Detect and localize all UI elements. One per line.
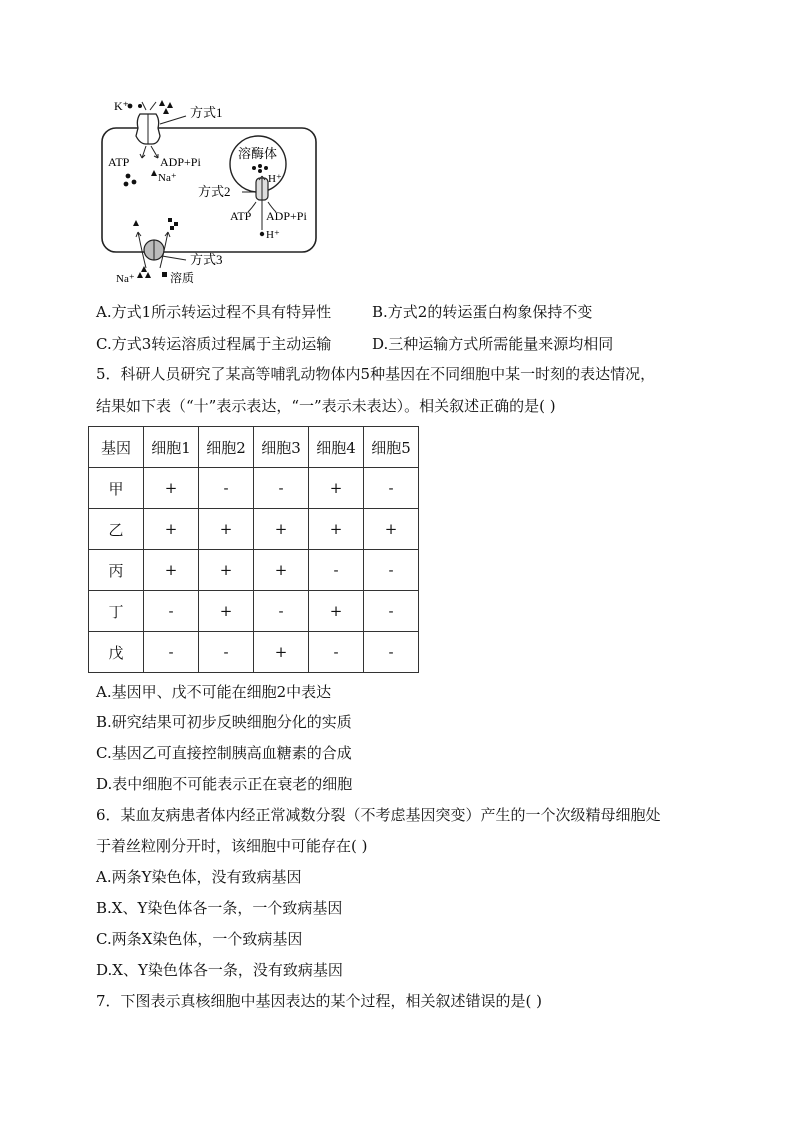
q5-option-c: C.基因乙可直接控制胰高血糖素的合成 [96,744,352,762]
na-ion-triangle [151,170,157,176]
q6-stem-line1: 6．某血友病患者体内经正常减数分裂（不考虑基因突变）产生的一个次级精母细胞处 [96,806,661,824]
table-cell: 乙 [89,509,144,550]
q6-option-d: D.X、Y染色体各一条，没有致病基因 [96,961,343,979]
mode1-transporter [136,102,160,158]
na-ion-triangle [163,108,169,114]
h-plus-top-label: H⁺ [268,173,282,185]
q5-option-b: B.研究结果可初步反映细胞分化的实质 [96,713,352,731]
solute-square [174,222,178,226]
table-cell: + [199,550,254,591]
table-header-cell: 细胞5 [364,427,419,468]
atp-right-label: ATP [230,209,252,223]
h-plus-bottom-label: H⁺ [266,229,280,241]
h-ion-dot [258,169,262,173]
q4-option-c: C.方式3转运溶质过程属于主动运输 [96,335,332,353]
table-cell: + [364,509,419,550]
table-cell: + [309,591,364,632]
table-cell: + [254,509,309,550]
q5-stem-line2: 结果如下表（“十”表示表达，“一”表示未表达）。相关叙述正确的是( ) [96,397,556,415]
q5-option-a: A.基因甲、戊不可能在细胞2中表达 [96,683,332,701]
mode2-label: 方式2 [198,184,231,199]
adp-right-label: ADP+Pi [266,209,307,223]
table-cell: - [144,632,199,673]
q6-option-a: A.两条Y染色体，没有致病基因 [96,868,302,886]
table-cell: - [364,591,419,632]
k-ion-dot [126,174,131,179]
na-ion-triangle [145,272,151,278]
table-header-cell: 细胞3 [254,427,309,468]
na-plus-inner-label: Na⁺ [158,172,177,184]
table-cell: + [144,468,199,509]
solute-square [162,272,167,277]
lysosome-label: 溶酶体 [238,146,278,161]
table-cell: 戊 [89,632,144,673]
table-cell: - [199,632,254,673]
table-cell: - [254,468,309,509]
table-cell: + [199,509,254,550]
table-header-row [89,427,419,468]
q6-stem-line2: 于着丝粒刚分开时，该细胞中可能存在( ) [96,837,368,855]
na-ion-triangle [137,272,143,278]
atp-left-label: ATP [108,155,130,169]
na-plus-outer-label: Na⁺ [116,273,135,285]
na-ion-triangle [159,100,165,106]
table-cell: + [144,509,199,550]
table-cell: + [309,468,364,509]
k-plus-label: K⁺ [114,99,129,113]
q5-stem-line1: 5．科研人员研究了某高等哺乳动物体内5种基因在不同细胞中某一时刻的表达情况， [96,365,656,383]
q6-option-b: B.X、Y染色体各一条，一个致病基因 [96,899,343,917]
transport-diagram-svg [96,92,336,292]
table-cell: - [309,550,364,591]
q6-option-c: C.两条X染色体，一个致病基因 [96,930,303,948]
solute-label: 溶质 [170,271,195,285]
transport-diagram [96,92,336,292]
table-cell: + [254,550,309,591]
gene-expression-table [88,426,419,673]
adp-left-label: ADP+Pi [160,155,201,169]
q4-option-a: A.方式1所示转运过程不具有特异性 [96,303,332,321]
table-cell: + [144,550,199,591]
table-cell: - [364,632,419,673]
table-cell: - [364,550,419,591]
k-ion-dot [138,104,142,108]
table-header-cell: 细胞2 [199,427,254,468]
table-cell: + [199,591,254,632]
mode1-pointer [160,116,186,124]
solute-square [170,226,174,230]
table-header-cell: 细胞1 [144,427,199,468]
table-cell: - [309,632,364,673]
k-ion-dot [132,180,137,185]
table-cell: + [254,632,309,673]
mode3-pointer [162,256,186,260]
q4-option-b: B.方式2的转运蛋白构象保持不变 [372,303,593,321]
table-row [89,591,419,632]
mode3-label: 方式3 [190,252,223,267]
table-cell: 丙 [89,550,144,591]
q4-option-d: D.三种运输方式所需能量来源均相同 [372,335,614,353]
table-header-cell: 基因 [89,427,144,468]
table-cell: 丁 [89,591,144,632]
table-row [89,550,419,591]
table-row [89,509,419,550]
k-ion-dot [124,182,129,187]
table-row [89,632,419,673]
table-header-cell: 细胞4 [309,427,364,468]
solute-square [168,218,172,222]
na-ion-triangle [167,102,173,108]
q5-option-d: D.表中细胞不可能表示正在衰老的细胞 [96,775,353,793]
na-ion-triangle [133,220,139,226]
table-cell: - [144,591,199,632]
table-cell: + [309,509,364,550]
table-cell: - [199,468,254,509]
table-cell: - [254,591,309,632]
h-ion-dot [258,164,262,168]
h-ion-dot [264,166,268,170]
table-row [89,468,419,509]
mode1-label: 方式1 [190,105,223,120]
q7-stem-line1: 7．下图表示真核细胞中基因表达的某个过程，相关叙述错误的是( ) [96,992,543,1010]
table-cell: 甲 [89,468,144,509]
table-cell: - [364,468,419,509]
h-ion-dot [252,166,256,170]
h-ion-dot [260,232,264,236]
